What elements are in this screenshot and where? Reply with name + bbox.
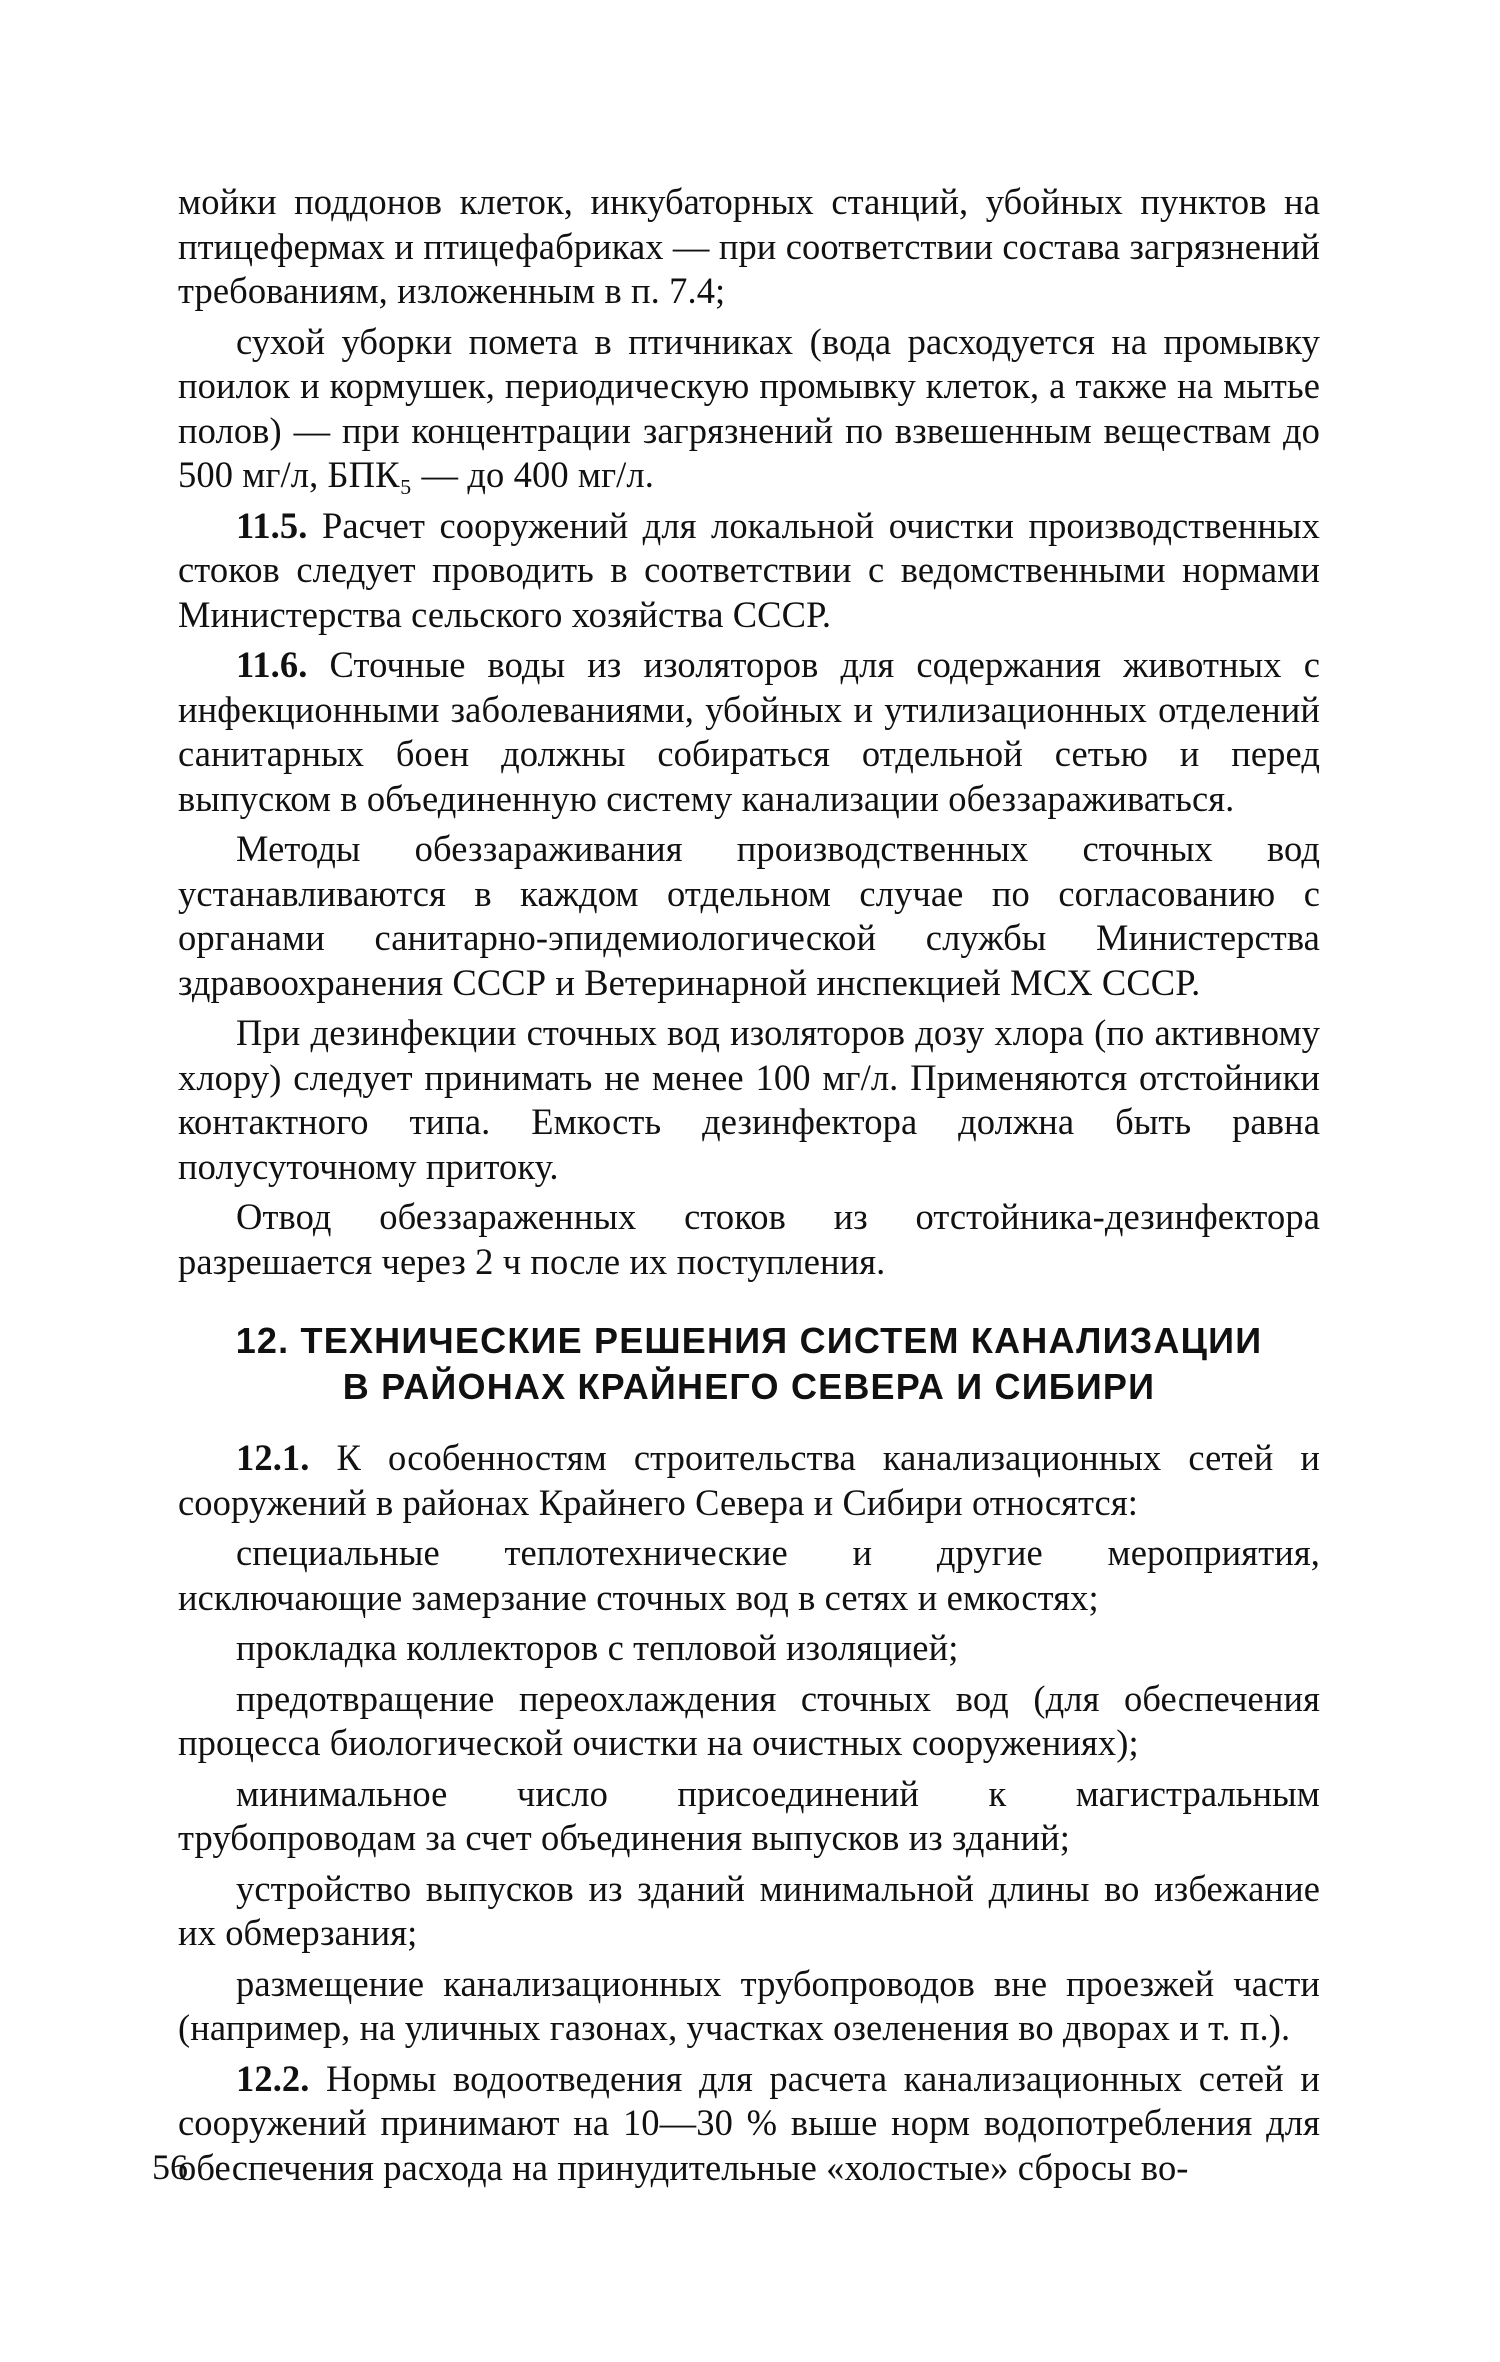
paragraph-text: специальные теплотехнические и другие мероприятия, исключающие замерзание сточных вод в сетях и емкостях; [178,1532,1320,1618]
clause-number: 12.1. [236,1437,310,1478]
paragraph-text: минимальное число присоединений к магистральным трубопроводам за счет объединения выпусков из зданий; [178,1772,1320,1858]
clause-12-1 [178,1436,1320,1525]
paragraph-text: размещение канализационных трубопроводов вне проезжей части (например, на уличных газонах, участках озеленения во дворах и т. п.). [178,1962,1320,2048]
paragraph-text: устройство выпусков из зданий минимальной длины во избежание их обмерзания; [178,1867,1320,1953]
list-item-pipe-placement [178,1962,1320,2051]
section-heading-12 [178,1318,1320,1410]
clause-number: 11.5. [236,504,308,546]
paragraph-text: мойки поддонов клеток, инкубаторных станций, убойных пунктов на птицефермах и птицефабриках — при соответствии состава загрязнений требованиям, изложенным в п. 7.4; [178,181,1320,311]
paragraph-text: сухой уборки помета в птичниках (вода расходуется на промывку поилок и кормушек, периодическую промывку клеток, а также на мытье полов) — при концентрации загрязнений по взвешенным веществам до 500 мг/л, БПК₅ — до 400 мг/л. [178,320,1320,495]
clause-11-6 [178,643,1320,821]
paragraph-chlorine-dose [178,1011,1320,1189]
paragraph-text: Нормы водоотведения для расчета канализационных сетей и сооружений принимают на 10—30 % выше норм водопотребления для обеспечения расхода на принудительные «холостые» сбросы во- [178,2057,1320,2188]
paragraph-text: Методы обеззараживания производственных сточных вод устанавливаются в каждом отдельном случае по согласованию с органами санитарно-эпидемиологической службы Министерства здравоохранения СССР и Ветеринарной инспекцией МСХ СССР. [178,828,1320,1003]
paragraph-text: При дезинфекции сточных вод изоляторов дозу хлора (по активному хлору) следует принимать не менее 100 мг/л. Применяются отстойники контактного типа. Емкость дезинфектора должна быть равна полусуточному притоку. [178,1012,1320,1187]
clause-number: 12.2. [236,2057,310,2099]
paragraph-text: Отвод обеззараженных стоков из отстойника-дезинфектора разрешается через 2 ч после их поступления. [178,1196,1320,1282]
paragraph-text: Расчет сооружений для локальной очистки производственных стоков следует проводить в соответствии с ведомственными нормами Министерства сельского хозяйства СССР. [178,504,1320,635]
list-item-short-outlets [178,1867,1320,1956]
list-item-min-connections [178,1772,1320,1861]
list-item-thermal-measures [178,1531,1320,1620]
clause-11-5 [178,504,1320,638]
heading-line: В РАЙОНАХ КРАЙНЕГО СЕВЕРА И СИБИРИ [342,1366,1156,1407]
list-item-prevent-overcooling [178,1677,1320,1766]
clause-12-2 [178,2057,1320,2191]
paragraph-text: предотвращение переохлаждения сточных вод (для обеспечения процесса биологической очистки на очистных сооружениях); [178,1677,1320,1763]
paragraph-disinfection-methods [178,827,1320,1005]
document-page [178,180,1320,2196]
paragraph-text: Сточные воды из изоляторов для содержания животных с инфекционными заболеваниями, убойных и утилизационных отделений санитарных боен должны собираться отдельной сетью и перед выпуском в объединенную систему канализации обеззараживаться. [178,644,1320,819]
list-item-insulated-collectors [178,1626,1320,1671]
page-number: 56 [152,2147,188,2187]
paragraph-discharge [178,1195,1320,1284]
heading-line: 12. ТЕХНИЧЕСКИЕ РЕШЕНИЯ СИСТЕМ КАНАЛИЗАЦИИ [235,1320,1263,1361]
paragraph-dry-cleaning [178,320,1320,498]
paragraph-washing-pallets [178,180,1320,314]
clause-number: 11.6. [236,644,308,685]
paragraph-text: К особенностям строительства канализационных сетей и сооружений в районах Крайнего Севера и Сибири относятся: [178,1437,1320,1523]
paragraph-text: прокладка коллекторов с тепловой изоляцией; [236,1627,959,1668]
